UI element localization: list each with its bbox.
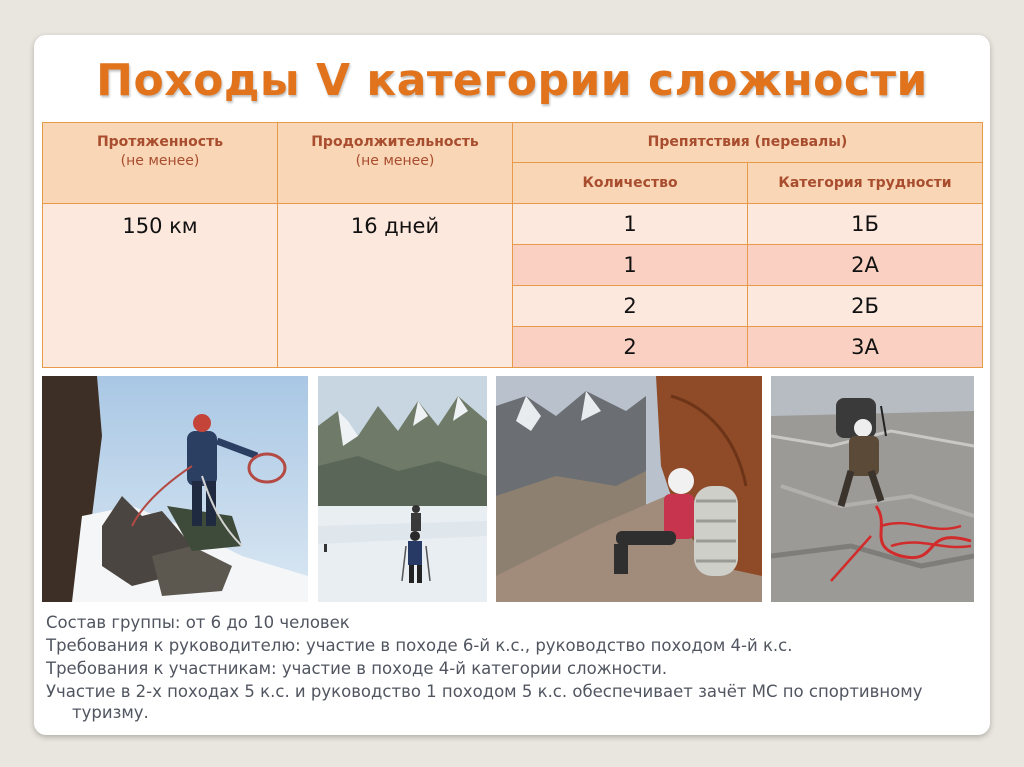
header-duration	[278, 123, 513, 204]
header-difficulty: Категория трудности	[748, 163, 983, 204]
row-count: 1	[513, 204, 748, 245]
rope-climber-photo	[771, 376, 974, 602]
hike-requirements-table	[42, 122, 983, 368]
header-length-label: Протяженность	[96, 134, 224, 150]
row-count: 2	[513, 327, 748, 368]
leader-requirements-note: Требования к руководителю: участие в походе 6-й к.с., руководство походом 4-й к.с.	[46, 636, 793, 655]
row-category: 2А	[748, 245, 983, 286]
slide-title: Походы V категории сложности	[96, 55, 928, 106]
group-size-note: Состав группы: от 6 до 10 человек	[46, 613, 350, 632]
header-obstacles: Препятствия (перевалы)	[513, 123, 983, 163]
master-of-sport-note: Участие в 2-х походах 5 к.с. и руководство 1 походом 5 к.с. обеспечивает зачёт МС по спортивному туризму.	[46, 682, 923, 722]
row-count: 1	[513, 245, 748, 286]
header-length	[43, 123, 278, 204]
requirements-notes	[46, 612, 976, 725]
row-category: 1Б	[748, 204, 983, 245]
glacier-hikers-photo	[318, 376, 487, 602]
row-count: 2	[513, 286, 748, 327]
row-category: 3А	[748, 327, 983, 368]
header-count: Количество	[513, 163, 748, 204]
climber-ridge-photo	[42, 376, 308, 602]
resting-climber-photo	[496, 376, 762, 602]
header-length-note: (не менее)	[120, 153, 200, 169]
length-value: 150 км	[43, 204, 278, 368]
row-category: 2Б	[748, 286, 983, 327]
header-duration-label: Продолжительность	[311, 134, 479, 150]
duration-value: 16 дней	[278, 204, 513, 368]
header-duration-note: (не менее)	[355, 153, 435, 169]
participant-requirements-note: Требования к участникам: участие в походе 4-й категории сложности.	[46, 659, 668, 678]
